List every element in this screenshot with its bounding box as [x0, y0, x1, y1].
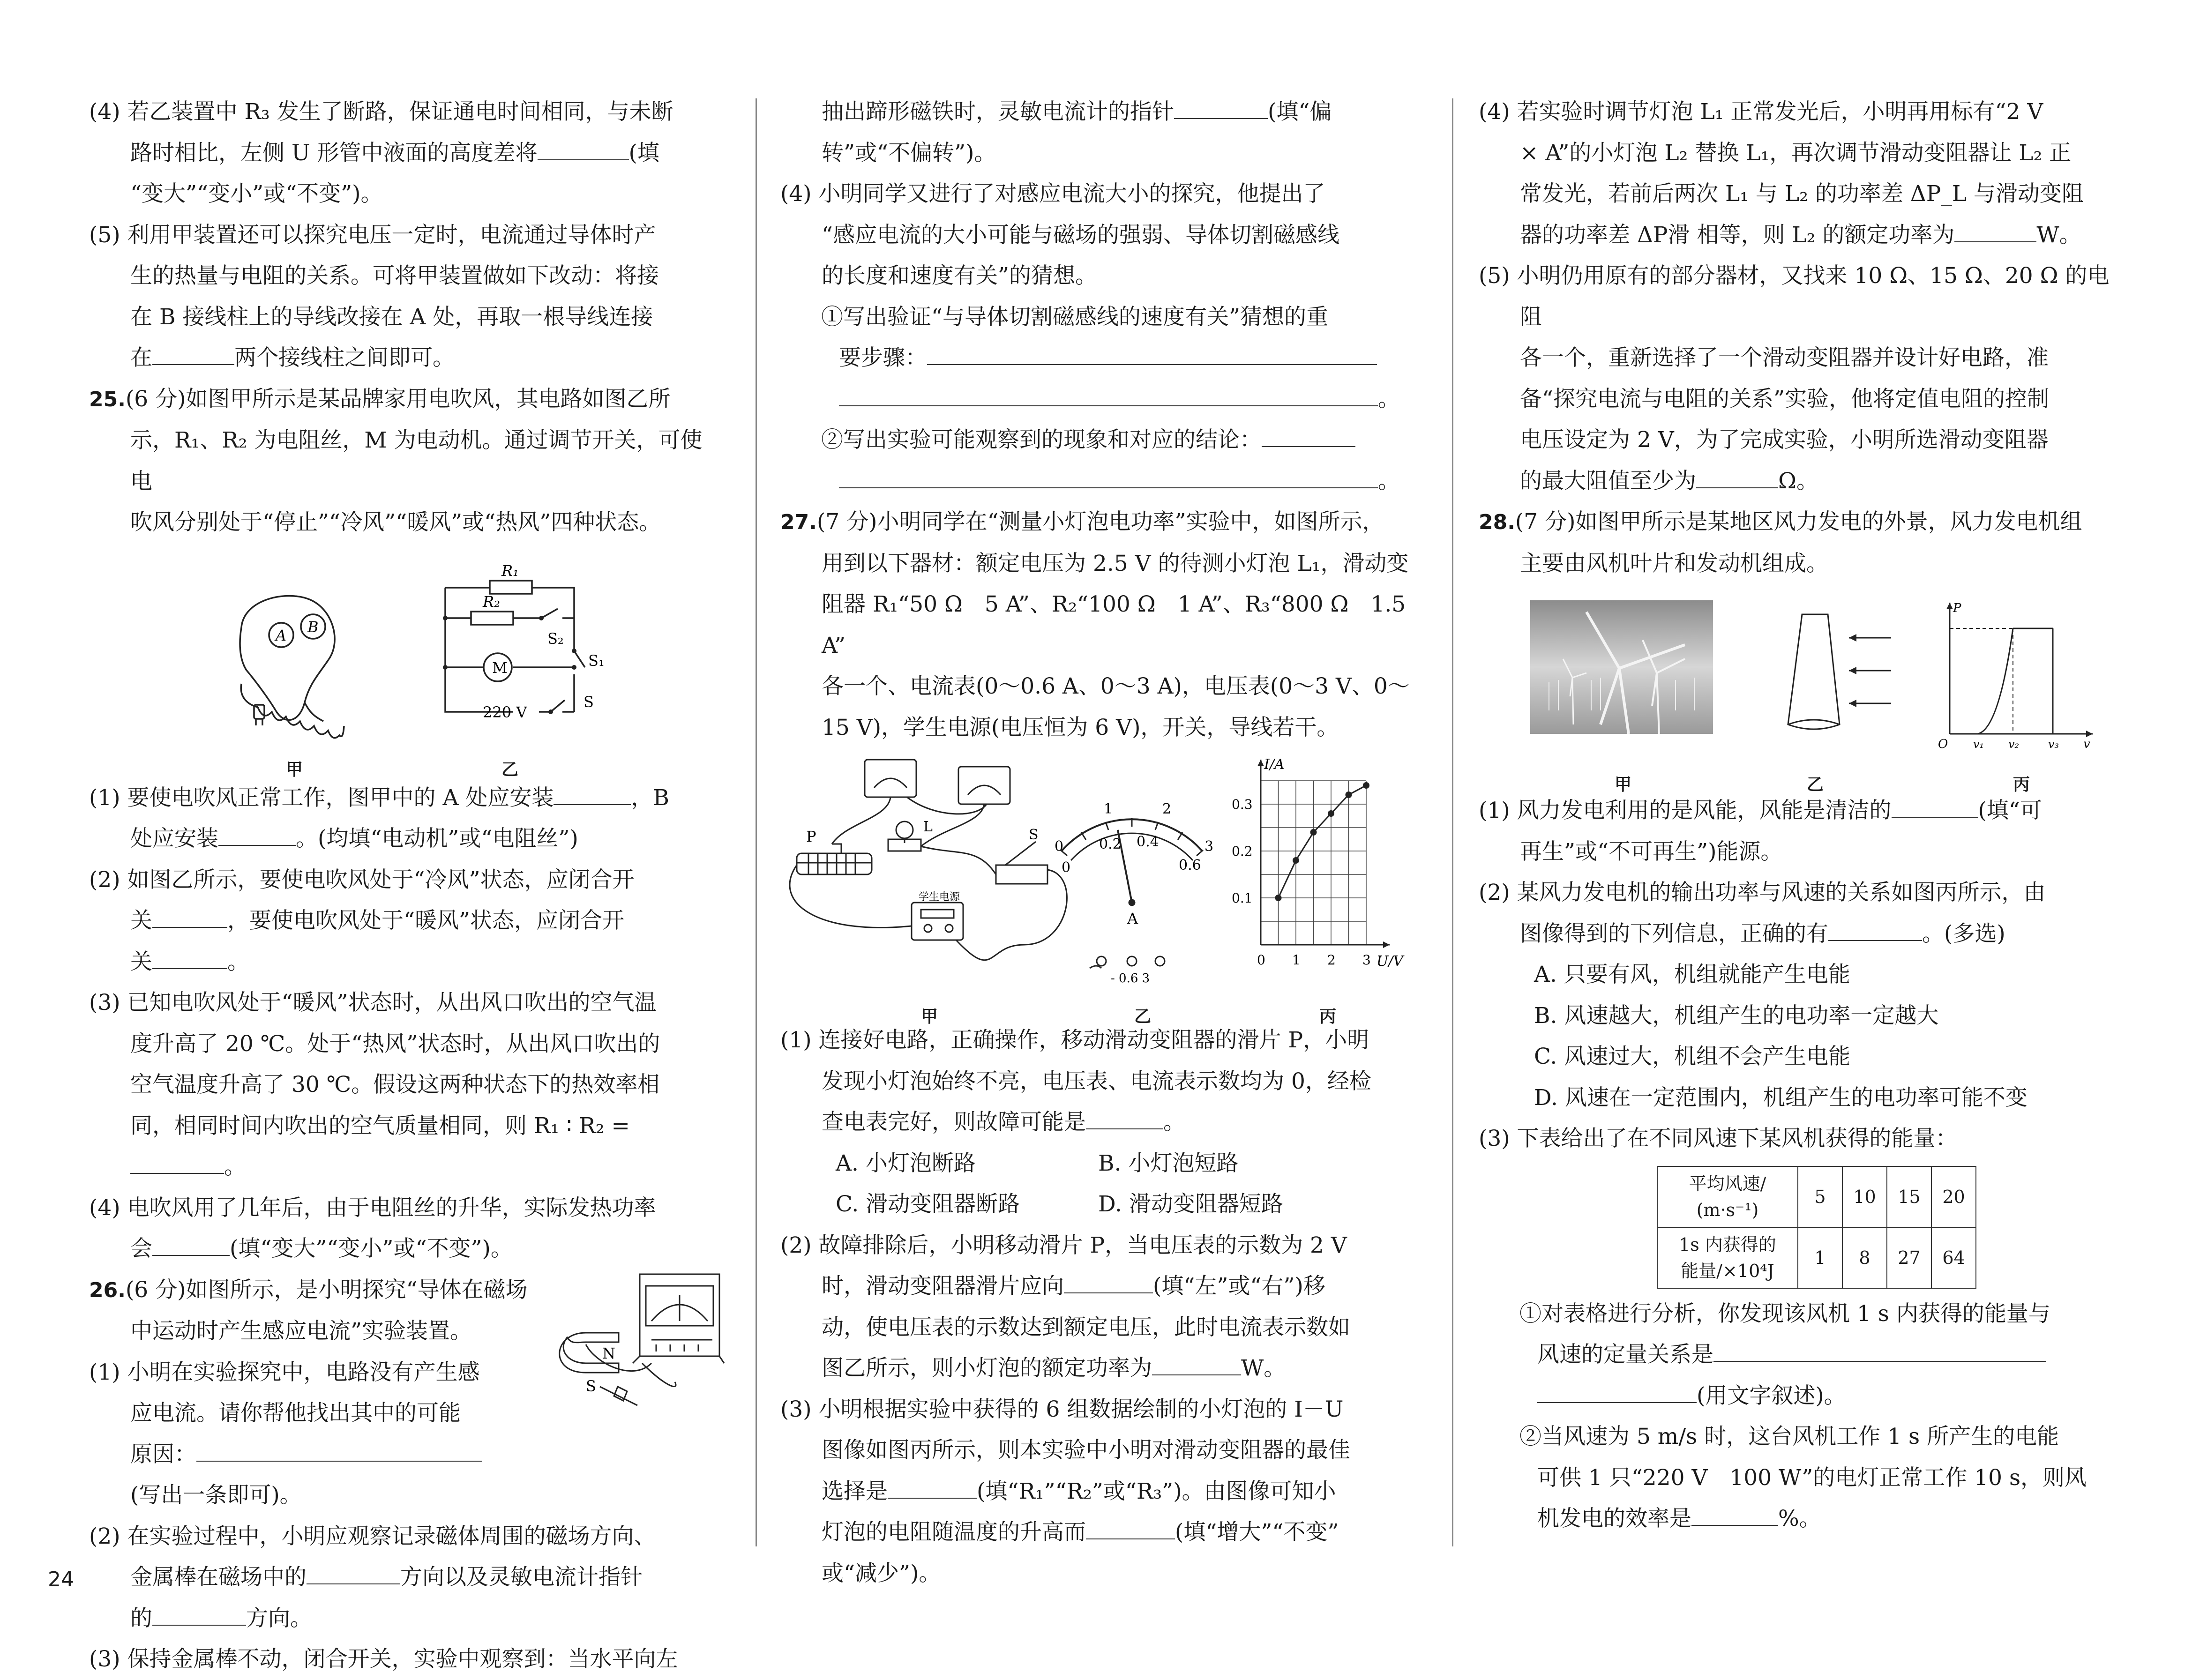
data-point — [1346, 791, 1352, 798]
label-v1: v₁ — [1973, 738, 1984, 751]
x-tick-label: 0 — [1257, 952, 1265, 968]
q27-4: (4) 若实验时调节灯泡 L₁ 正常发光后，小明再用标有“2 V × A”的小灯泡 L₂ 替换 L₁，再次调节滑动变阻器让 L₂ 正 常发光，若前后两次 L₁ 与 L₂ 的功率差 ΔP_L 与滑动变阻 器的功率差 ΔP滑 相等，则 L₂ 的额定功率为 W。 — [1479, 99, 2084, 248]
label-P: P — [1953, 601, 1961, 615]
answer-blank[interactable] — [152, 1237, 230, 1256]
q28-1: (1) 风力发电利用的是风能，风能是清洁的 (填“可 再生”或“不可再生”)能源。 — [1479, 798, 2042, 865]
y-tick-label: 0.3 — [1232, 797, 1253, 812]
q27-5: (5) 小明仍用原有的部分器材，又找来 10 Ω、15 Ω、20 Ω 的电阻 各一个，重新选择了一个滑动变阻器并设计好电路，准 备“探究电流与电阻的关系”实验，他将定值电阻的控制 电压设定为 2 V，为了完成实验，小明所选滑动变阻器 的最大阻值至少为 Ω。 — [1479, 263, 2110, 494]
q26-3-cont: 抽出蹄形磁铁时，灵敏电流计的指针 (填“偏 转”或“不偏转”)。 — [822, 99, 1332, 166]
answer-blank[interactable] — [1086, 1111, 1163, 1129]
page-number: 24 — [48, 1568, 74, 1591]
label-A: A — [276, 626, 287, 644]
iu-curve — [1279, 785, 1367, 898]
q26-4-step2: ②写出实验可能观察到的现象和对应的结论： 。 — [821, 427, 1400, 494]
data-point — [1328, 810, 1334, 817]
answer-blank[interactable] — [1691, 1507, 1778, 1526]
answer-blank[interactable] — [1892, 799, 1978, 818]
data-point — [1275, 895, 1282, 901]
answer-blank[interactable] — [1954, 224, 2036, 242]
answer-blank[interactable] — [1174, 100, 1268, 119]
caption-bing: 丙 — [1319, 1007, 1337, 1026]
q27-1: (1) 连接好电路，正确操作，移动滑动变阻器的滑片 P，小明 发现小灯泡始终不亮，电压表、电流表示数均为 0，经检 查电表完好，则故障可能是 。 — [780, 1027, 1371, 1135]
question-number: 27. — [780, 510, 817, 534]
q24-5: (5) 利用甲装置还可以探究电压一定时，电流通过导体时产 生的热量与电阻的关系。可将甲装置做如下改动：将接 在 B 接线柱上的导线改接在 A 处，再取一根导线连接 在 两个接线柱之间即可。 — [89, 222, 659, 371]
option-d[interactable]: D. 风速在一定范围内，机组产生的电功率可能不变 — [1534, 1084, 2027, 1111]
figure-27-drawing — [780, 748, 1429, 1020]
column-2 — [780, 91, 1429, 1594]
label-v2: v₂ — [2008, 738, 2020, 751]
meter-top-2: 2 — [1162, 801, 1172, 817]
label-R2: R₂ — [483, 592, 500, 611]
q26-4: (4) 小明同学又进行了对感应电流大小的探究，他提出了 “感应电流的大小可能与磁场的强弱、导体切割磁感线 的长度和速度有关”的猜想。 — [780, 181, 1340, 289]
meter-terminals: - 0.6 3 — [1111, 971, 1150, 986]
x-tick-label: 1 — [1292, 952, 1301, 968]
answer-blank[interactable] — [152, 909, 227, 928]
column-1 — [89, 91, 724, 1680]
iu-chart — [1232, 756, 1405, 970]
y-tick-label: 0.2 — [1232, 844, 1253, 859]
figure-25 — [89, 543, 724, 777]
answer-blank[interactable] — [307, 1566, 400, 1584]
caption-jia: 甲 — [286, 760, 303, 779]
label-L: L — [923, 819, 933, 835]
x-tick-label: 3 — [1362, 952, 1371, 968]
answer-blank[interactable] — [1696, 470, 1778, 488]
label-v3: v₃ — [2048, 738, 2059, 751]
answer-blank[interactable] — [1064, 1275, 1153, 1293]
label-student-source: 学生电源 — [919, 891, 960, 903]
table-cell: 8 — [1842, 1227, 1887, 1288]
answer-blank[interactable] — [1086, 1521, 1175, 1539]
question-number: 25. — [89, 387, 126, 411]
label-S2: S₂ — [547, 629, 564, 648]
question-26: 26.(6 分)如图所示，是小明探究“导体在磁场 中运动时产生感应电流”实验装置。 (1) 小明在实验探究中，电路没有产生感 应电流。请你帮他找出其中的可能 原因：(写出一条即可)。 N S — [89, 1269, 724, 1516]
figure-26-apparatus — [558, 1269, 724, 1419]
caption-jia: 甲 — [1615, 775, 1632, 794]
table-cell: 64 — [1931, 1227, 1976, 1288]
label-B: B — [307, 618, 319, 636]
table-header-energy: 1s 内获得的 能量/×10⁴J — [1657, 1227, 1798, 1288]
answer-blank[interactable] — [927, 346, 1377, 365]
answer-blank[interactable] — [1828, 922, 1922, 941]
option-b[interactable]: B. 风速越大，机组产生的电功率一定越大 — [1534, 1002, 1939, 1029]
meter-bottom-0: 0 — [1062, 859, 1071, 876]
label-S1: S₁ — [588, 651, 605, 670]
table-cell: 10 — [1842, 1166, 1887, 1227]
table-cell: 27 — [1887, 1227, 1931, 1288]
caption-jia: 甲 — [921, 1007, 938, 1026]
caption-yi: 乙 — [501, 760, 519, 779]
figure-28 — [1479, 584, 2121, 794]
caption-yi: 乙 — [1134, 1007, 1152, 1026]
table-cell: 20 — [1931, 1166, 1976, 1227]
option-a[interactable]: A. 小灯泡断路 — [836, 1150, 976, 1176]
answer-blank[interactable] — [152, 346, 234, 365]
answer-blank[interactable] — [554, 786, 631, 805]
meter-bottom-1: 0.2 — [1099, 836, 1122, 852]
q25-2: (2) 如图乙所示，要使电吹风处于“冷风”状态，应闭合开 关 ，要使电吹风处于“暖风”状态，应闭合开 关 。 — [89, 866, 635, 975]
table-cell: 1 — [1798, 1227, 1842, 1288]
data-point — [1293, 857, 1299, 864]
option-a[interactable]: A. 只要有风，机组就能产生电能 — [1534, 962, 1850, 987]
label-S: S — [584, 693, 594, 711]
answer-blank[interactable] — [839, 388, 1378, 406]
answer-blank[interactable] — [130, 1155, 224, 1174]
table-row — [1657, 1166, 1976, 1227]
x-tick-label: 2 — [1327, 952, 1336, 968]
q28-3-1: ①对表格进行分析，你发现该风机 1 s 内获得的能量与 风速的定量关系是 (用文字叙述)。 — [1519, 1300, 2050, 1409]
q27-options-row2 — [780, 1184, 1429, 1225]
caption-yi: 乙 — [1807, 775, 1824, 794]
answer-blank[interactable] — [1713, 1343, 2046, 1362]
option-c[interactable]: C. 风速过大，机组不会产生电能 — [1534, 1044, 1851, 1069]
label-v: v — [2083, 737, 2090, 751]
label-P: P — [806, 828, 816, 845]
q28-3: (3) 下表给出了在不同风速下某风机获得的能量： — [1479, 1126, 1958, 1151]
label-S: S — [1029, 827, 1039, 843]
q26-4-step1: ①写出验证“与导体切割磁感线的速度有关”猜想的重 要步骤： 。 — [821, 304, 1400, 412]
answer-blank[interactable] — [196, 1443, 482, 1462]
q26-3: (3) 保持金属棒不动，闭合开关，实验中观察到：当水平向左 — [89, 1646, 678, 1672]
energy-table — [1657, 1166, 1976, 1289]
label-R1: R₁ — [501, 561, 519, 580]
option-d[interactable]: D. 滑动变阻器短路 — [1098, 1191, 1283, 1217]
question-number: 28. — [1479, 510, 1515, 534]
question-28: 28.(7 分)如图甲所示是某地区风力发电的外景，风力发电机组 主要由风机叶片和发动机组成。 — [1479, 509, 2082, 576]
column-divider-left — [756, 98, 757, 1546]
q26-2: (2) 在实验过程中，小明应观察记录磁体周围的磁场方向、 金属棒在磁场中的 方向以及灵敏电流计指针 的 方向。 — [89, 1523, 656, 1631]
answer-blank[interactable] — [1262, 428, 1355, 447]
column-3 — [1479, 91, 2121, 1539]
q25-3: (3) 已知电吹风处于“暖风”状态时，从出风口吹出的空气温 度升高了 20 ℃。处于“热风”状态时，从出风口吹出的 空气温度升高了 30 ℃。假设这两种状态下的热效率相 同，相同时间内吹出的空气质量相同，则 R₁ ∶ R₂ = 。 — [89, 990, 660, 1180]
meter-top-3: 3 — [1204, 838, 1214, 855]
q27-3: (3) 小明根据实验中获得的 6 组数据绘制的小灯泡的 I－U 图像如图丙所示，则本实验中小明对滑动变阻器的最佳 选择是 (填“R₁”“R₂”或“R₃”)。由图像可知小 灯泡的电阻随温度的升高而 (填“增大”“不变” 或“减少”)。 — [780, 1396, 1350, 1586]
x-axis-label: U/V — [1377, 953, 1404, 970]
meter-top-0: 0 — [1055, 838, 1064, 855]
meter-bottom-3: 0.6 — [1179, 857, 1201, 874]
q25-4: (4) 电吹风用了几年后，由于电阻丝的升华，实际发热功率 会 (填“变大”“变小”或“不变”)。 — [89, 1195, 656, 1262]
figure-25-drawing — [89, 543, 724, 777]
question-27: 27.(7 分)小明同学在“测量小灯泡电功率”实验中，如图所示， 用到以下器材：额定电压为 2.5 V 的待测小灯泡 L₁，滑动变 阻器 R₁“50 Ω 5 A”、R₂“100 Ω 1 A”、R₃“800 Ω 1.5 A” 各一个、电流表(0～0.6 A、0～3 A)，电压表(0～3 V、0～ 15 V)，学生电源(电压恒为 6 V)，开关，导线若干。 — [780, 509, 1410, 740]
energy-table-wrap — [1479, 1166, 2121, 1289]
answer-blank[interactable] — [1152, 1357, 1241, 1375]
option-c[interactable]: C. 滑动变阻器断路 — [836, 1191, 1020, 1217]
q24-4: (4) 若乙装置中 R₃ 发生了断路，保证通电时间相同，与未断 路时相比，左侧 U 形管中液面的高度差将 (填 “变大”“变小”或“不变”)。 — [89, 99, 673, 207]
meter-bottom-2: 0.4 — [1137, 834, 1159, 850]
data-point — [1363, 782, 1369, 789]
column-divider-right — [1452, 98, 1453, 1546]
figure-27 — [780, 748, 1429, 1026]
answer-blank[interactable] — [218, 827, 296, 846]
table-cell: 5 — [1798, 1166, 1842, 1227]
answer-blank[interactable] — [1537, 1384, 1697, 1403]
answer-blank[interactable] — [152, 1607, 246, 1626]
q25-1: (1) 要使电吹风正常工作，图甲中的 A 处应安装 ，B 处应安装 。(均填“电动机”或“电阻丝”) — [89, 784, 669, 851]
option-b[interactable]: B. 小灯泡短路 — [1098, 1150, 1239, 1176]
q28-3-2: ②当风速为 5 m/s 时，这台风机工作 1 s 所产生的电能 可供 1 只“220 V 100 W”的电灯正常工作 10 s，则风 机发电的效率是 %。 — [1519, 1424, 2087, 1531]
answer-blank[interactable] — [888, 1480, 977, 1499]
magnet-N: N — [602, 1344, 615, 1362]
q27-options-row1 — [780, 1143, 1429, 1184]
q28-2: (2) 某风力发电机的输出功率与风速的关系如图丙所示，由 图像得到的下列信息，正确的有 。(多选) — [1479, 880, 2046, 947]
data-point — [1310, 829, 1317, 836]
question-25: 25.(6 分)如图甲所示是某品牌家用电吹风，其电路如图乙所 示，R₁、R₂ 为电阻丝，M 为电动机。通过调节开关，可使电 吹风分别处于“停止”“冷风”“暖风”或“热风”四种状态。 — [89, 386, 703, 535]
table-cell: 15 — [1887, 1166, 1931, 1227]
meter-top-1: 1 — [1104, 801, 1113, 817]
question-number: 26. — [89, 1278, 126, 1302]
answer-blank[interactable] — [538, 142, 629, 160]
table-header-speed: 平均风速/ (m·s⁻¹) — [1657, 1166, 1798, 1227]
q27-2: (2) 故障排除后，小明移动滑片 P，当电压表的示数为 2 V 时，滑动变阻器滑片应向 (填“左”或“右”)移 动，使电压表的示数达到额定电压，此时电流表示数如 图乙所示，则小灯泡的额定功率为 W。 — [780, 1232, 1350, 1381]
answer-blank[interactable] — [152, 950, 227, 969]
figure-28-drawing — [1479, 584, 2121, 790]
answer-blank[interactable] — [839, 470, 1378, 488]
label-voltage: 220 V — [483, 703, 527, 721]
magnet-S: S — [586, 1377, 596, 1395]
y-axis-label: I/A — [1264, 756, 1285, 773]
label-O: O — [1938, 737, 1948, 751]
q26-1: (1) 小明在实验探究中，电路没有产生感 应电流。请你帮他找出其中的可能 原因：(写出一条即可)。 — [89, 1352, 562, 1516]
caption-bing: 丙 — [2013, 775, 2030, 794]
label-M: M — [492, 658, 508, 677]
meter-unit-A: A — [1127, 910, 1138, 927]
y-tick-label: 0.1 — [1232, 890, 1253, 906]
table-row — [1657, 1227, 1976, 1288]
